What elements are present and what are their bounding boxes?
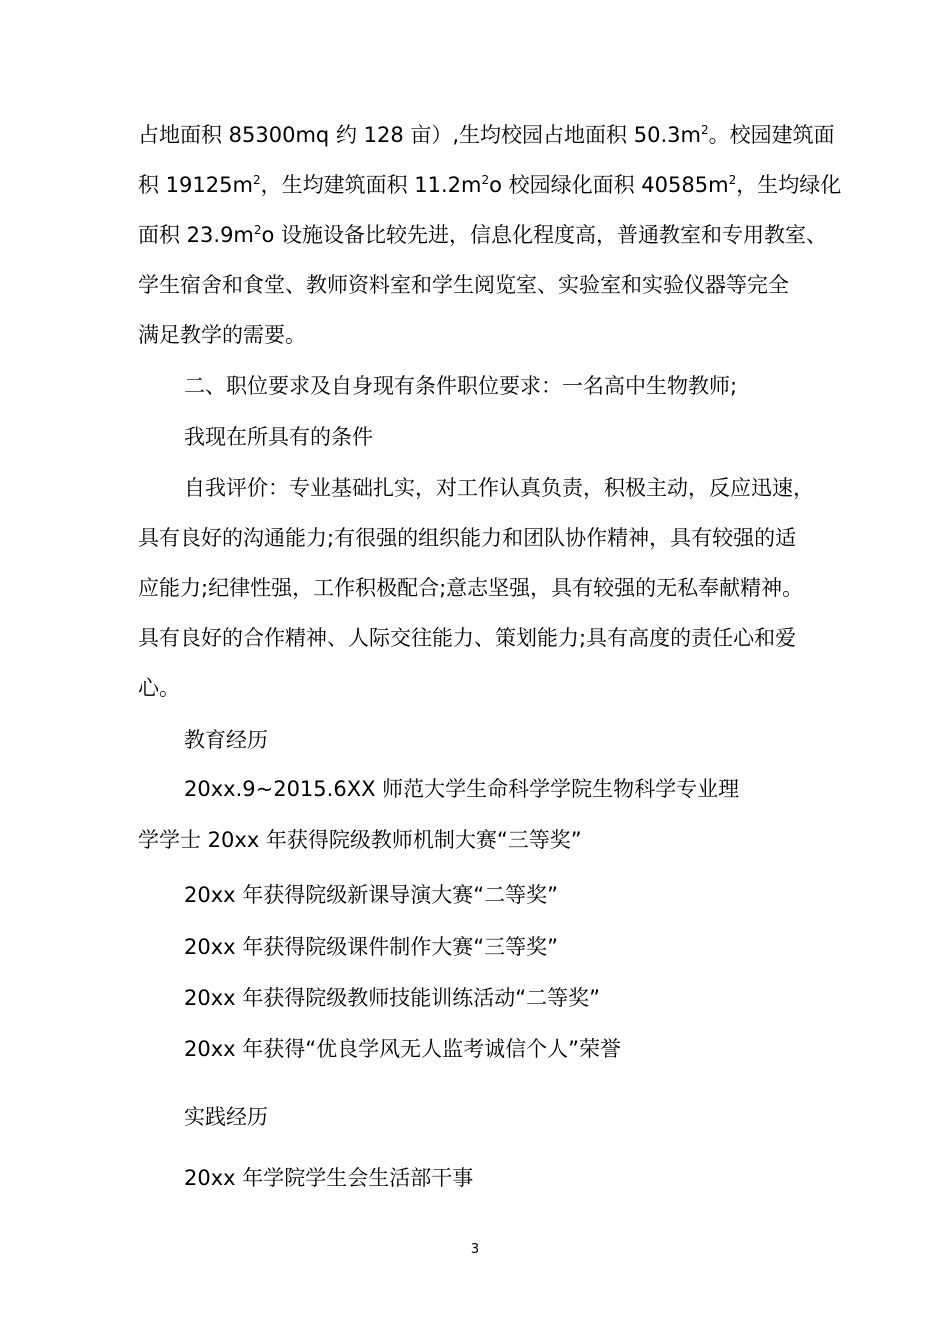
section-heading: 二、职位要求及自身现有条件职位要求：一名高中生物教师; — [184, 374, 738, 398]
self-eval-line-3: 应能力;纪律性强，工作积极配合;意志坚强，具有较强的无私奉献精神。 — [138, 576, 804, 600]
text-segment: ，生均绿化 — [736, 173, 842, 197]
page-number: 3 — [470, 1242, 480, 1257]
practice-heading: 实践经历 — [184, 1105, 268, 1129]
education-line-1: 20xx.9~2015.6XX 师范大学生命科学学院生物科学专业理 — [184, 777, 740, 801]
text-segment: ，生均建筑面积 11.2m — [260, 173, 482, 197]
award-item: 20xx 年获得“优良学风无人监考诚信个人”荣誉 — [184, 1037, 622, 1061]
facilities-line-4: 学生宿舍和食堂、教师资料室和学生阅览室、实验室和实验仪器等完全 — [138, 273, 789, 297]
facilities-line-2 — [138, 171, 842, 199]
text-segment: o 校园绿化面积 40585m — [489, 173, 729, 197]
text-segment: 面积 23.9m — [138, 223, 254, 247]
award-item: 20xx 年获得院级新课导演大赛“二等奖” — [184, 883, 559, 907]
award-item: 20xx 年获得院级教师技能训练活动“二等奖” — [184, 986, 601, 1010]
self-eval-line-1: 自我评价：专业基础扎实，对工作认真负责，积极主动，反应迅速， — [184, 476, 814, 500]
education-heading: 教育经历 — [184, 728, 268, 752]
superscript: 2 — [700, 123, 709, 137]
self-eval-line-5: 心。 — [138, 676, 180, 700]
facilities-line-1 — [138, 121, 838, 149]
superscript: 2 — [253, 223, 262, 237]
facilities-line-3 — [138, 221, 838, 249]
superscript: 2 — [252, 173, 261, 187]
conditions-heading: 我现在所具有的条件 — [184, 425, 373, 449]
superscript: 2 — [728, 173, 737, 187]
education-line-2: 学学士 20xx 年获得院级教师机制大赛“三等奖” — [138, 828, 582, 852]
superscript: 2 — [481, 173, 490, 187]
text-segment: 积 19125m — [138, 173, 253, 197]
award-item: 20xx 年获得院级课件制作大赛“三等奖” — [184, 935, 559, 959]
self-eval-line-4: 具有良好的合作精神、人际交往能力、策划能力;具有高度的责任心和爱 — [138, 626, 797, 650]
facilities-line-5: 满足教学的需要。 — [138, 323, 306, 347]
text-segment: o 设施设备比较先进，信息化程度高，普通教室和专用教室、 — [261, 223, 828, 247]
practice-item: 20xx 年学院学生会生活部干事 — [184, 1166, 474, 1190]
self-eval-line-2: 具有良好的沟通能力;有很强的组织能力和团队协作精神，具有较强的适 — [138, 526, 797, 550]
text-segment: 。校园建筑面 — [708, 123, 835, 147]
text-segment: 占地面积 85300mq 约 128 亩）,生均校园占地面积 50.3m — [138, 123, 701, 147]
